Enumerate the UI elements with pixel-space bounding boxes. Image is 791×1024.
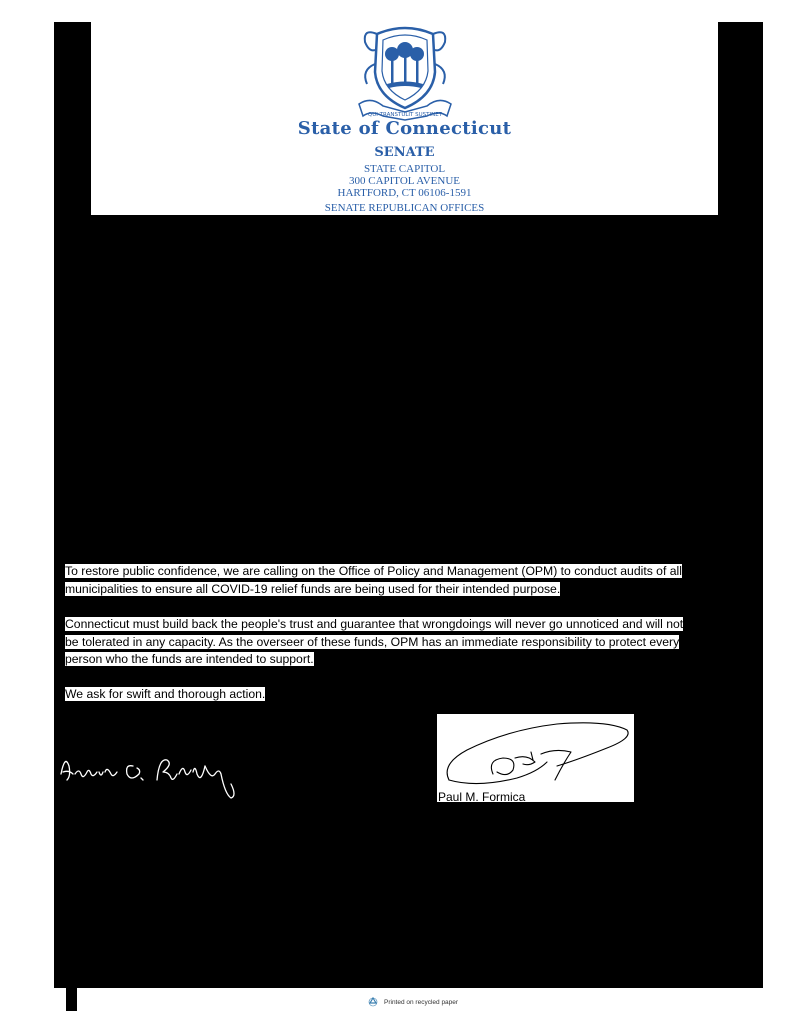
state-seal-icon [353,24,457,122]
paragraph-line: We ask for swift and thorough action. [65,687,266,701]
paragraph-trust [65,616,745,669]
paragraph-line: municipalities to ensure all COVID-19 relief funds are being used for their intended purpose. [65,581,561,596]
signer-name: Paul M. Formica [438,790,526,804]
paragraph-opm-audits [65,563,745,598]
address-line: STATE CAPITOL [363,163,446,175]
handwritten-signature-right [437,714,634,792]
handwritten-signature-left [55,744,245,804]
svg-text:QUI TRANSTULIT SUSTINET: QUI TRANSTULIT SUSTINET [367,112,443,118]
paragraph-closing [65,686,745,704]
paragraph-line: be tolerated in any capacity. As the overseer of these funds, OPM has an immediate responsibility to protect every [65,634,680,649]
footer-text: Printed on recycled paper [384,998,459,1006]
paragraph-line: person who the funds are intended to support. [65,652,314,666]
chamber-name: SENATE [374,145,435,160]
state-name: State of Connecticut [297,118,512,139]
letterhead [91,22,718,215]
redaction-mark [66,985,77,1011]
signature-block-right [437,714,634,802]
recycle-icon [368,997,378,1007]
paragraph-line: To restore public confidence, we are calling on the Office of Policy and Management (OPM) to conduct audits of all [65,564,682,578]
paragraph-line: Connecticut must build back the people's trust and guarantee that wrongdoings will never go unnoticed and will not [65,617,684,631]
footer [368,996,458,1008]
address-line: HARTFORD, CT 06106-1591 [337,187,472,199]
address-line: 300 CAPITOL AVENUE [348,175,461,187]
office-name: SENATE REPUBLICAN OFFICES [324,202,485,214]
